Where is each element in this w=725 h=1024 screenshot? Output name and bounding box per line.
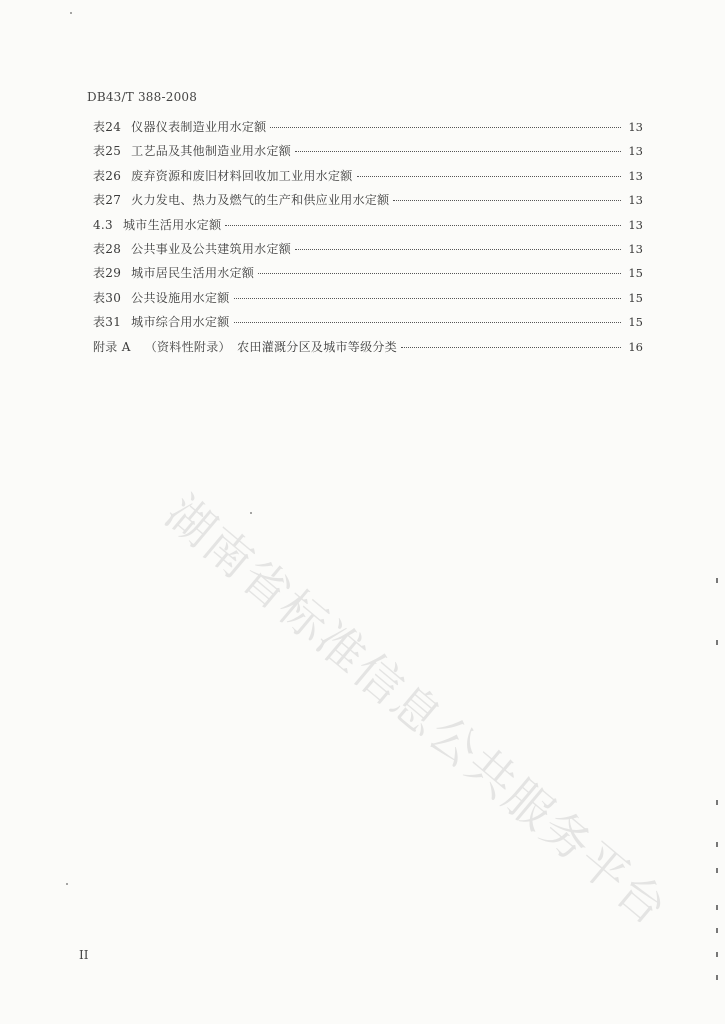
dot-leader — [393, 199, 621, 201]
toc-section-entry[interactable] — [93, 216, 643, 240]
toc-entry-page: 13 — [628, 144, 643, 159]
scan-mark — [716, 905, 718, 910]
toc-appendix-title: （资料性附录） 农田灌溉分区及城市等级分类 — [144, 339, 397, 354]
toc-section-number: 4.3 — [93, 217, 113, 232]
toc-entry-number: 表31 — [93, 315, 122, 330]
toc-entry[interactable] — [93, 240, 643, 264]
dot-leader — [295, 248, 621, 250]
toc-entry[interactable] — [93, 142, 643, 166]
toc-entry-title: 公共事业及公共建筑用水定额 — [131, 241, 292, 256]
toc-entry-number: 表28 — [93, 241, 122, 256]
toc-entry-page: 13 — [628, 241, 643, 256]
dot-leader — [234, 297, 621, 299]
toc-entry-page: 16 — [628, 339, 643, 354]
toc-entry-page: 15 — [628, 315, 643, 330]
scan-mark — [716, 842, 718, 847]
scan-speck — [66, 883, 68, 885]
scan-speck — [250, 512, 252, 514]
scan-mark — [716, 952, 718, 957]
document-code: DB43/T 388-2008 — [87, 90, 198, 104]
toc-entry[interactable] — [93, 264, 643, 288]
toc-entry[interactable] — [93, 191, 643, 215]
toc-entry-title: 仪器仪表制造业用水定额 — [131, 120, 267, 134]
toc-entry[interactable] — [93, 167, 643, 191]
scan-mark — [716, 800, 718, 805]
scan-mark — [716, 578, 718, 583]
toc-entry-page: 13 — [628, 217, 643, 232]
toc-entry-number: 表27 — [93, 193, 122, 208]
toc-entry-title: 城市综合用水定额 — [131, 315, 230, 330]
toc-entry-title: 废弃资源和废旧材料回收加工业用水定额 — [131, 168, 353, 183]
toc-entry-title: 工艺品及其他制造业用水定额 — [131, 144, 292, 159]
toc-entry-page: 13 — [628, 193, 643, 208]
toc-entry[interactable] — [93, 289, 643, 313]
dot-leader — [258, 272, 621, 274]
toc-entry-page: 15 — [628, 266, 643, 281]
toc-entry-number: 表29 — [93, 266, 122, 281]
toc-entry-title: 火力发电、热力及燃气的生产和供应业用水定额 — [131, 193, 390, 208]
scan-mark — [716, 928, 718, 933]
toc-entry-title: 城市居民生活用水定额 — [131, 266, 255, 281]
toc-entry-number: 表30 — [93, 290, 122, 305]
toc-entry-title: 公共设施用水定额 — [131, 290, 230, 305]
dot-leader — [234, 321, 621, 323]
dot-leader — [225, 224, 621, 226]
scan-speck — [70, 12, 72, 14]
toc-entry[interactable] — [93, 118, 643, 142]
toc-entry-page: 13 — [628, 168, 643, 183]
page-number: II — [79, 948, 89, 962]
toc-appendix-number: 附录 A — [93, 339, 131, 354]
scan-mark — [716, 868, 718, 873]
toc-entry-number: 表25 — [93, 144, 122, 159]
toc-entry[interactable] — [93, 313, 643, 337]
dot-leader — [401, 346, 621, 348]
scan-mark — [716, 640, 718, 645]
table-of-contents — [93, 118, 643, 362]
dot-leader — [357, 175, 621, 177]
toc-entry-number: 表24 — [93, 120, 122, 134]
toc-appendix-entry[interactable] — [93, 338, 643, 362]
dot-leader — [295, 150, 621, 152]
dot-leader — [270, 126, 621, 128]
toc-section-title: 城市生活用水定额 — [122, 217, 222, 232]
scan-mark — [716, 975, 718, 980]
toc-entry-number: 表26 — [93, 168, 122, 183]
toc-entry-page: 15 — [628, 290, 643, 305]
toc-entry-page: 13 — [628, 120, 643, 134]
watermark: 湖南省标准信息公共服务平台 — [154, 485, 679, 938]
